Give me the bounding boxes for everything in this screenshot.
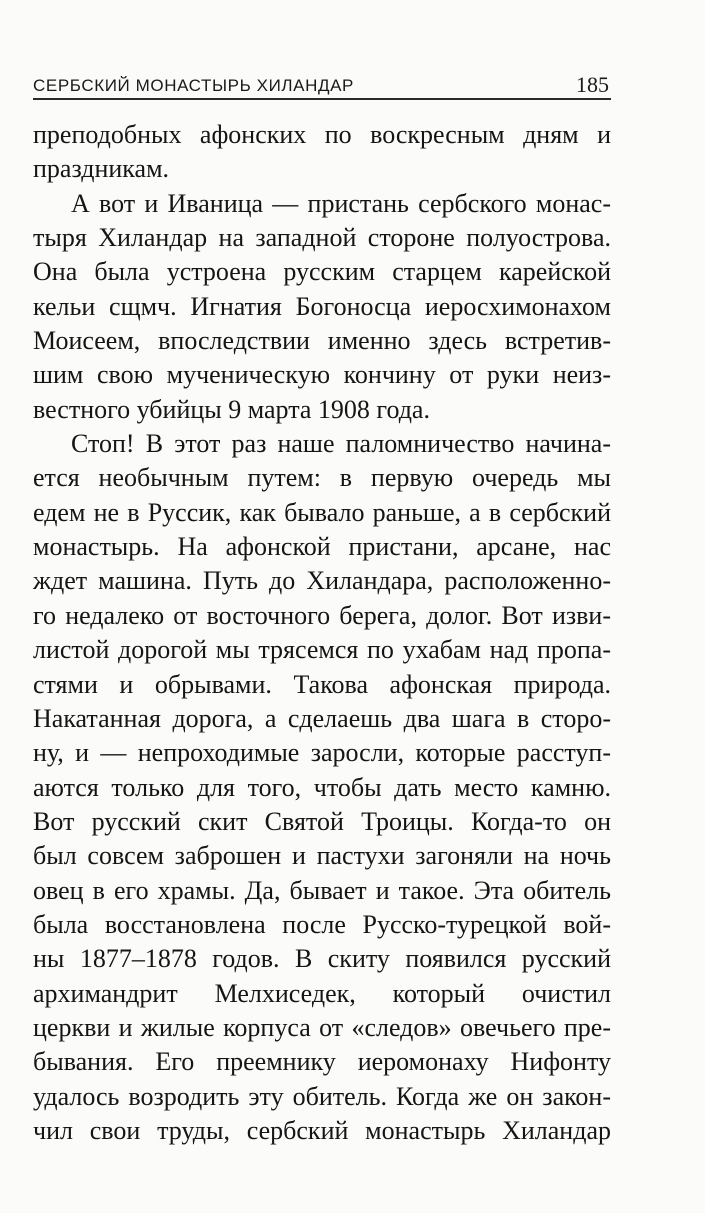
text-line: А вот и Иваница — пристань сербского монас- xyxy=(71,188,611,218)
text-line: Она была устроена русским старцем карейской xyxy=(33,257,611,287)
page-header xyxy=(33,72,611,100)
text-line: вестного убийцы 9 марта 1908 года. xyxy=(33,394,430,424)
text-line: Накатанная дорога, а сделаешь два шага в сторо- xyxy=(33,703,611,733)
text-line: преподобных афонских по воскресным дням и xyxy=(33,120,611,149)
text-line: аются только для того, чтобы дать место камню. xyxy=(33,772,611,802)
text-line: ну, и — непроходимые заросли, которые расступ- xyxy=(33,738,611,768)
page-number: 185 xyxy=(576,72,609,97)
body-text xyxy=(33,118,611,1148)
text-line: архимандрит Мелхиседек, который очистил xyxy=(33,978,611,1008)
text-line: монастырь. На афонской пристани, арсане, нас xyxy=(33,532,611,562)
text-line: Вот русский скит Святой Троицы. Когда-то он xyxy=(33,806,611,836)
text-line: шим свою мученическую кончину от руки неиз- xyxy=(33,360,611,390)
text-line: бывания. Его преемнику иеромонаху Нифонту xyxy=(33,1047,611,1077)
running-title: СЕРБСКИЙ МОНАСТЫРЬ ХИЛАНДАР xyxy=(33,76,354,95)
text-line: ны 1877–1878 годов. В скиту появился русский xyxy=(33,944,611,974)
text-line: удалось возродить эту обитель. Когда же он закон- xyxy=(33,1081,611,1111)
text-line: был совсем заброшен и пастухи загоняли на ночь xyxy=(33,841,611,871)
text-line: овец в его храмы. Да, бывает и такое. Эта обитель xyxy=(33,875,611,905)
text-line: праздникам. xyxy=(33,154,170,184)
text-line: ждет машина. Путь до Хиландара, расположенно- xyxy=(33,566,611,596)
text-line: едем не в Руссик, как бывало раньше, а в сербский xyxy=(33,497,611,527)
text-line: тыря Хиландар на западной стороне полуострова. xyxy=(33,223,611,253)
text-line: листой дорогой мы трясемся по ухабам над пропа- xyxy=(33,635,611,665)
text-line: ется необычным путем: в первую очередь мы xyxy=(33,463,611,493)
text-line: кельи сщмч. Игнатия Богоносца иеросхимонахом xyxy=(33,291,611,321)
text-line: Стоп! В этот раз наше паломничество начина- xyxy=(71,429,611,459)
text-line: была восстановлена после Русско-турецкой вой- xyxy=(33,909,611,939)
text-line: церкви и жилые корпуса от «следов» овечьего пре- xyxy=(33,1012,611,1042)
text-line: чил свои труды, сербский монастырь Хиландар xyxy=(33,1115,611,1145)
text-line: стями и обрывами. Такова афонская природа. xyxy=(33,669,611,699)
text-line: Моисеем, впоследствии именно здесь встретив- xyxy=(33,326,611,356)
text-line: го недалеко от восточного берега, долог. Вот изви- xyxy=(33,600,611,630)
